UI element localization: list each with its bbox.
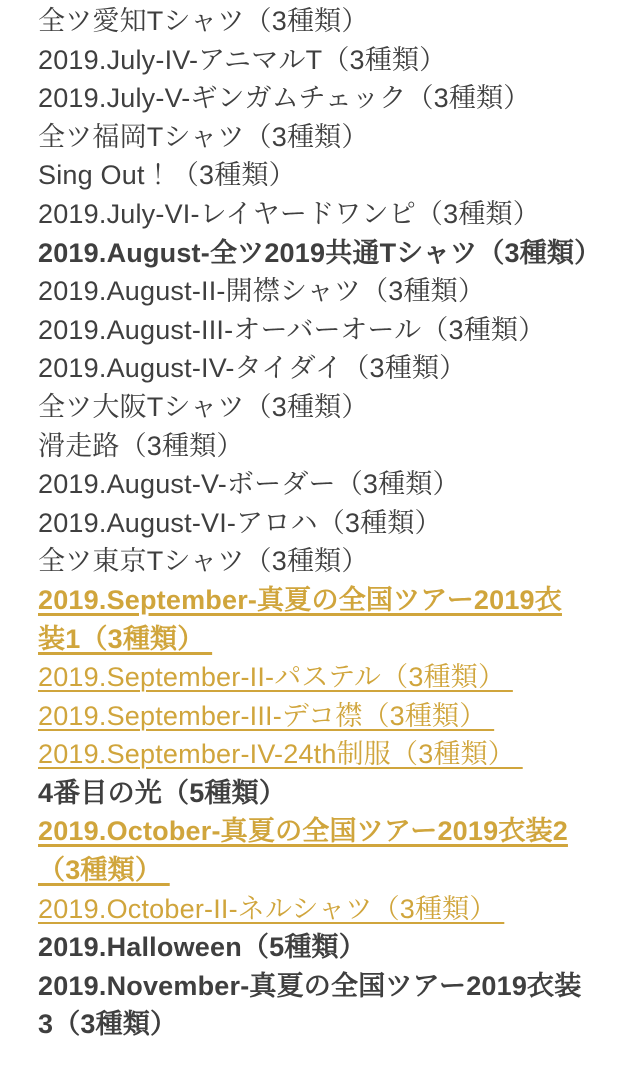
costume-link[interactable]: 2019.September-II-パステル（3種類） — [38, 662, 513, 693]
list-item — [38, 774, 588, 813]
list-item — [38, 967, 588, 1044]
costume-text: 2019.July-VI-レイヤードワンピ（3種類） — [38, 198, 540, 229]
list-item — [38, 812, 588, 889]
list-item — [38, 311, 588, 350]
list-item — [38, 928, 588, 967]
list-item — [38, 697, 588, 736]
costume-text: 全ツ大阪Tシャツ（3種類） — [38, 391, 369, 422]
costume-text: 2019.July-V-ギンガムチェック（3種類） — [38, 83, 531, 114]
costume-text: 全ツ東京Tシャツ（3種類） — [38, 546, 369, 577]
costume-text: 全ツ愛知Tシャツ（3種類） — [38, 6, 369, 36]
list-item — [38, 735, 588, 774]
costume-text: 2019.August-VI-アロハ（3種類） — [38, 507, 442, 538]
list-item — [38, 427, 588, 466]
list-item — [38, 465, 588, 504]
costume-text: 全ツ福岡Tシャツ（3種類） — [38, 121, 369, 152]
list-item — [38, 41, 588, 80]
list-item — [38, 2, 588, 41]
list-item — [38, 658, 588, 697]
list-item — [38, 195, 588, 234]
list-item — [38, 234, 602, 273]
costume-link[interactable]: 2019.September-真夏の全国ツアー2019衣装1（3種類） — [38, 584, 562, 654]
list-item — [38, 542, 588, 581]
costume-text: 滑走路（3種類） — [38, 430, 244, 461]
list-item — [38, 349, 588, 388]
costume-text: 2019.Halloween（5種類） — [38, 932, 366, 963]
list-item — [38, 118, 588, 157]
costume-text: 4番目の光（5種類） — [38, 777, 287, 808]
list-item — [38, 388, 588, 427]
costume-text: 2019.August-IV-タイダイ（3種類） — [38, 353, 467, 384]
list-item — [38, 79, 588, 118]
costume-text: 2019.August-II-開襟シャツ（3種類） — [38, 276, 486, 307]
list-item — [38, 890, 588, 929]
list-item — [38, 504, 588, 543]
costume-text: 2019.November-真夏の全国ツアー2019衣装3（3種類） — [38, 970, 582, 1040]
list-item — [38, 581, 588, 658]
list-item — [38, 156, 588, 195]
costume-text: 2019.August-V-ボーダー（3種類） — [38, 469, 460, 500]
costume-text: 2019.August-III-オーバーオール（3種類） — [38, 314, 546, 345]
costume-text: 2019.August-全ツ2019共通Tシャツ（3種類） — [38, 237, 602, 268]
costume-text: Sing Out！（3種類） — [38, 160, 296, 191]
costume-link[interactable]: 2019.October-真夏の全国ツアー2019衣装2（3種類） — [38, 816, 568, 886]
costume-link[interactable]: 2019.September-III-デコ襟（3種類） — [38, 700, 495, 731]
costume-text: 2019.July-IV-アニマルT（3種類） — [38, 44, 447, 75]
costume-link[interactable]: 2019.October-II-ネルシャツ（3種類） — [38, 893, 505, 924]
costume-link[interactable]: 2019.September-IV-24th制服（3種類） — [38, 739, 523, 770]
list-item — [38, 272, 588, 311]
